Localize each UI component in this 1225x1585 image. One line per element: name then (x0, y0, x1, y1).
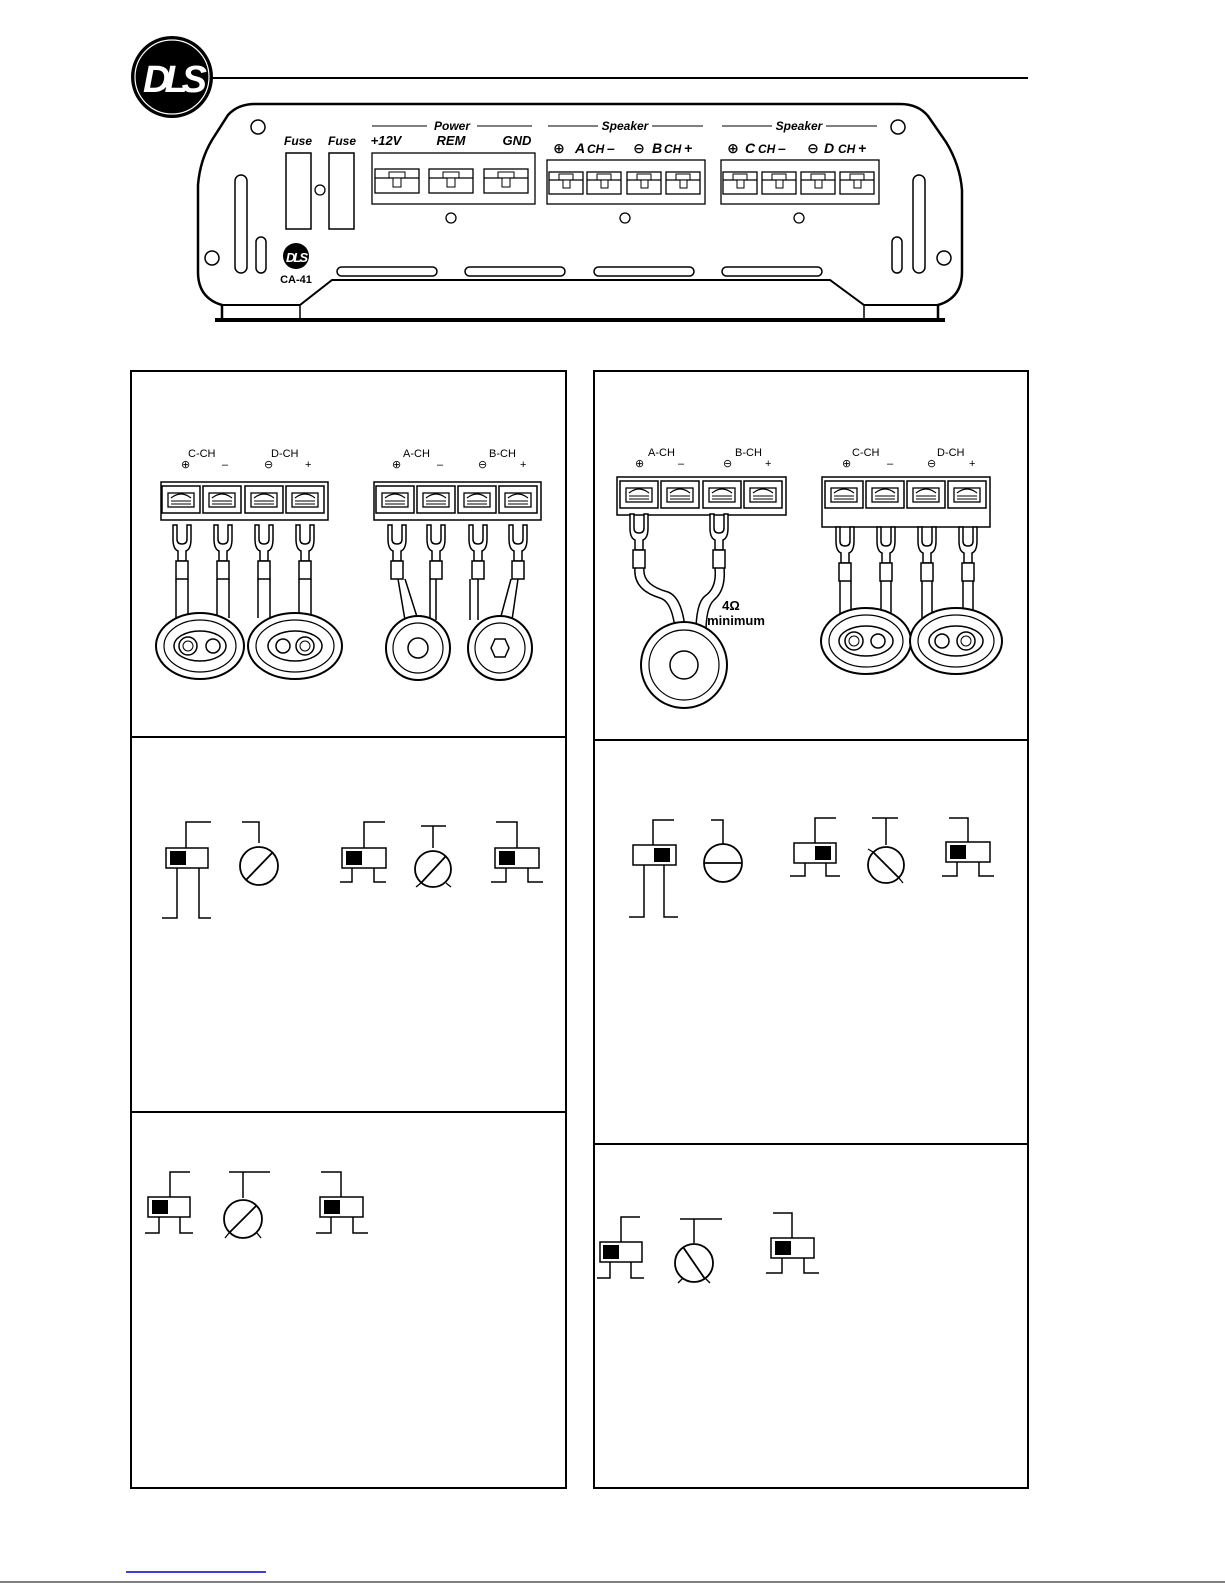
channel-b-plus: + (684, 140, 693, 156)
terminal-c-minus (762, 172, 796, 194)
model-label: CA-41 (280, 274, 312, 286)
model-badge (280, 243, 312, 286)
model-badge-logo: DLS (286, 250, 306, 265)
terminal-cell (203, 486, 241, 513)
oval-speaker-c (156, 613, 244, 679)
channel-c-minus: – (778, 140, 786, 156)
b-ch-label: B-CH (489, 448, 516, 460)
minus-small: – (222, 459, 229, 471)
terminal-cell (661, 481, 699, 508)
fuse-holder-2 (329, 153, 354, 229)
plus-icon: ⊕ (842, 458, 852, 470)
oval-speaker-d (248, 613, 342, 679)
plus-icon: ⊕ (392, 459, 402, 471)
c-ch-label: C-CH (188, 448, 216, 460)
slide-switch (790, 818, 840, 876)
plus-icon: ⊕ (727, 140, 739, 156)
switch-settings-row-3 (629, 818, 994, 917)
amplifier-panel (198, 104, 962, 320)
terminal-cell (162, 486, 200, 513)
speaker-group-title-cd: Speaker (775, 119, 823, 133)
terminal-cell (825, 481, 863, 508)
fuse-holder-1 (286, 153, 311, 229)
plus-icon: ⊕ (635, 458, 645, 470)
terminal-label-gnd: GND (502, 133, 532, 148)
terminal-cell (499, 486, 537, 513)
fuse-label-1: Fuse (283, 134, 313, 148)
minus-small: – (887, 458, 894, 470)
rotary-knob-icon (704, 820, 742, 882)
switch-settings-row (162, 822, 543, 918)
channel-a-suffix: CH (587, 142, 605, 156)
rotary-knob-icon (868, 818, 904, 883)
header (131, 36, 1028, 118)
channel-c-label: C (745, 140, 756, 156)
fuse-label-2: Fuse (327, 134, 357, 148)
impedance-note: minimum (707, 613, 765, 628)
power-group-title: Power (433, 119, 471, 133)
minus-icon: ⊖ (478, 459, 488, 471)
plus-icon: ⊕ (553, 140, 565, 156)
channel-c-suffix: CH (758, 142, 776, 156)
slide-switch (766, 1213, 819, 1273)
a-ch-label: A-CH (403, 448, 430, 460)
terminal-label-rem: REM (436, 133, 466, 148)
terminal-cell (907, 481, 945, 508)
terminal-rem (429, 169, 473, 193)
terminal-label-12v: +12V (370, 133, 402, 148)
terminal-cell (286, 486, 324, 513)
minus-small: – (437, 459, 444, 471)
terminal-gnd (484, 169, 528, 193)
terminal-cell (703, 481, 741, 508)
c-ch-label: C-CH (852, 447, 880, 459)
impedance-value: 4Ω (722, 598, 740, 613)
terminal-cell (376, 486, 414, 513)
oval-speaker-d (910, 608, 1002, 674)
logo-text: DLS (143, 59, 201, 101)
terminal-cell (458, 486, 496, 513)
minus-icon: ⊖ (927, 458, 937, 470)
terminal-cell (866, 481, 904, 508)
wiring-diagram-3ch (617, 447, 1002, 708)
slide-switch (145, 1172, 193, 1233)
terminal-a-plus (549, 172, 583, 194)
plus-small: + (765, 458, 772, 470)
speaker-terminal-group-ab (547, 119, 705, 223)
slide-switch (491, 822, 543, 882)
terminal-cell (948, 481, 986, 508)
slide-switch (942, 818, 994, 876)
minus-small: – (678, 458, 685, 470)
switch-settings-row-4 (597, 1213, 819, 1283)
plus-icon: ⊕ (181, 459, 191, 471)
terminal-b-plus (666, 172, 700, 194)
terminal-a-minus (587, 172, 621, 194)
slide-switch (340, 822, 386, 882)
channel-b-label: B (652, 140, 663, 156)
channel-d-label: D (824, 140, 835, 156)
channel-b-suffix: CH (664, 142, 682, 156)
slide-switch (162, 822, 211, 918)
power-terminal-group (371, 119, 535, 223)
terminal-b-minus (627, 172, 661, 194)
minus-icon: ⊖ (633, 140, 645, 156)
terminal-12v (375, 169, 419, 193)
d-ch-label: D-CH (271, 448, 299, 460)
b-ch-label: B-CH (735, 447, 762, 459)
terminal-cell (620, 481, 658, 508)
round-speaker-b (468, 616, 532, 680)
plus-small: + (520, 459, 527, 471)
d-ch-label: D-CH (937, 447, 965, 459)
left-column (131, 371, 566, 1488)
rotary-knob-icon (675, 1219, 722, 1283)
slide-switch (316, 1172, 368, 1233)
terminal-d-plus (840, 172, 874, 194)
plus-small: + (969, 458, 976, 470)
rotary-knob-icon (224, 1172, 270, 1238)
channel-a-minus: – (607, 140, 615, 156)
rotary-knob-icon (240, 822, 278, 885)
terminal-c-plus (723, 172, 757, 194)
subwoofer-speaker (641, 622, 727, 708)
right-column (594, 371, 1028, 1488)
terminal-cell (744, 481, 782, 508)
plus-small: + (305, 459, 312, 471)
switch-settings-row-2 (145, 1172, 368, 1238)
round-speaker-a (386, 616, 450, 680)
channel-d-suffix: CH (838, 142, 856, 156)
speaker-terminal-group-cd (721, 119, 879, 223)
slide-switch (629, 820, 678, 917)
slide-switch (597, 1217, 644, 1278)
speaker-group-title-ab: Speaker (601, 119, 649, 133)
a-ch-label: A-CH (648, 447, 675, 459)
minus-icon: ⊖ (807, 140, 819, 156)
minus-icon: ⊖ (264, 459, 274, 471)
minus-icon: ⊖ (723, 458, 733, 470)
channel-a-label: A (575, 140, 586, 156)
channel-d-plus: + (858, 140, 867, 156)
oval-speaker-c (821, 608, 911, 674)
wiring-diagram-4ch (156, 448, 541, 680)
rotary-knob-icon (415, 826, 451, 887)
terminal-cell (245, 486, 283, 513)
dls-logo (131, 36, 213, 118)
terminal-cell (417, 486, 455, 513)
terminal-d-minus (801, 172, 835, 194)
